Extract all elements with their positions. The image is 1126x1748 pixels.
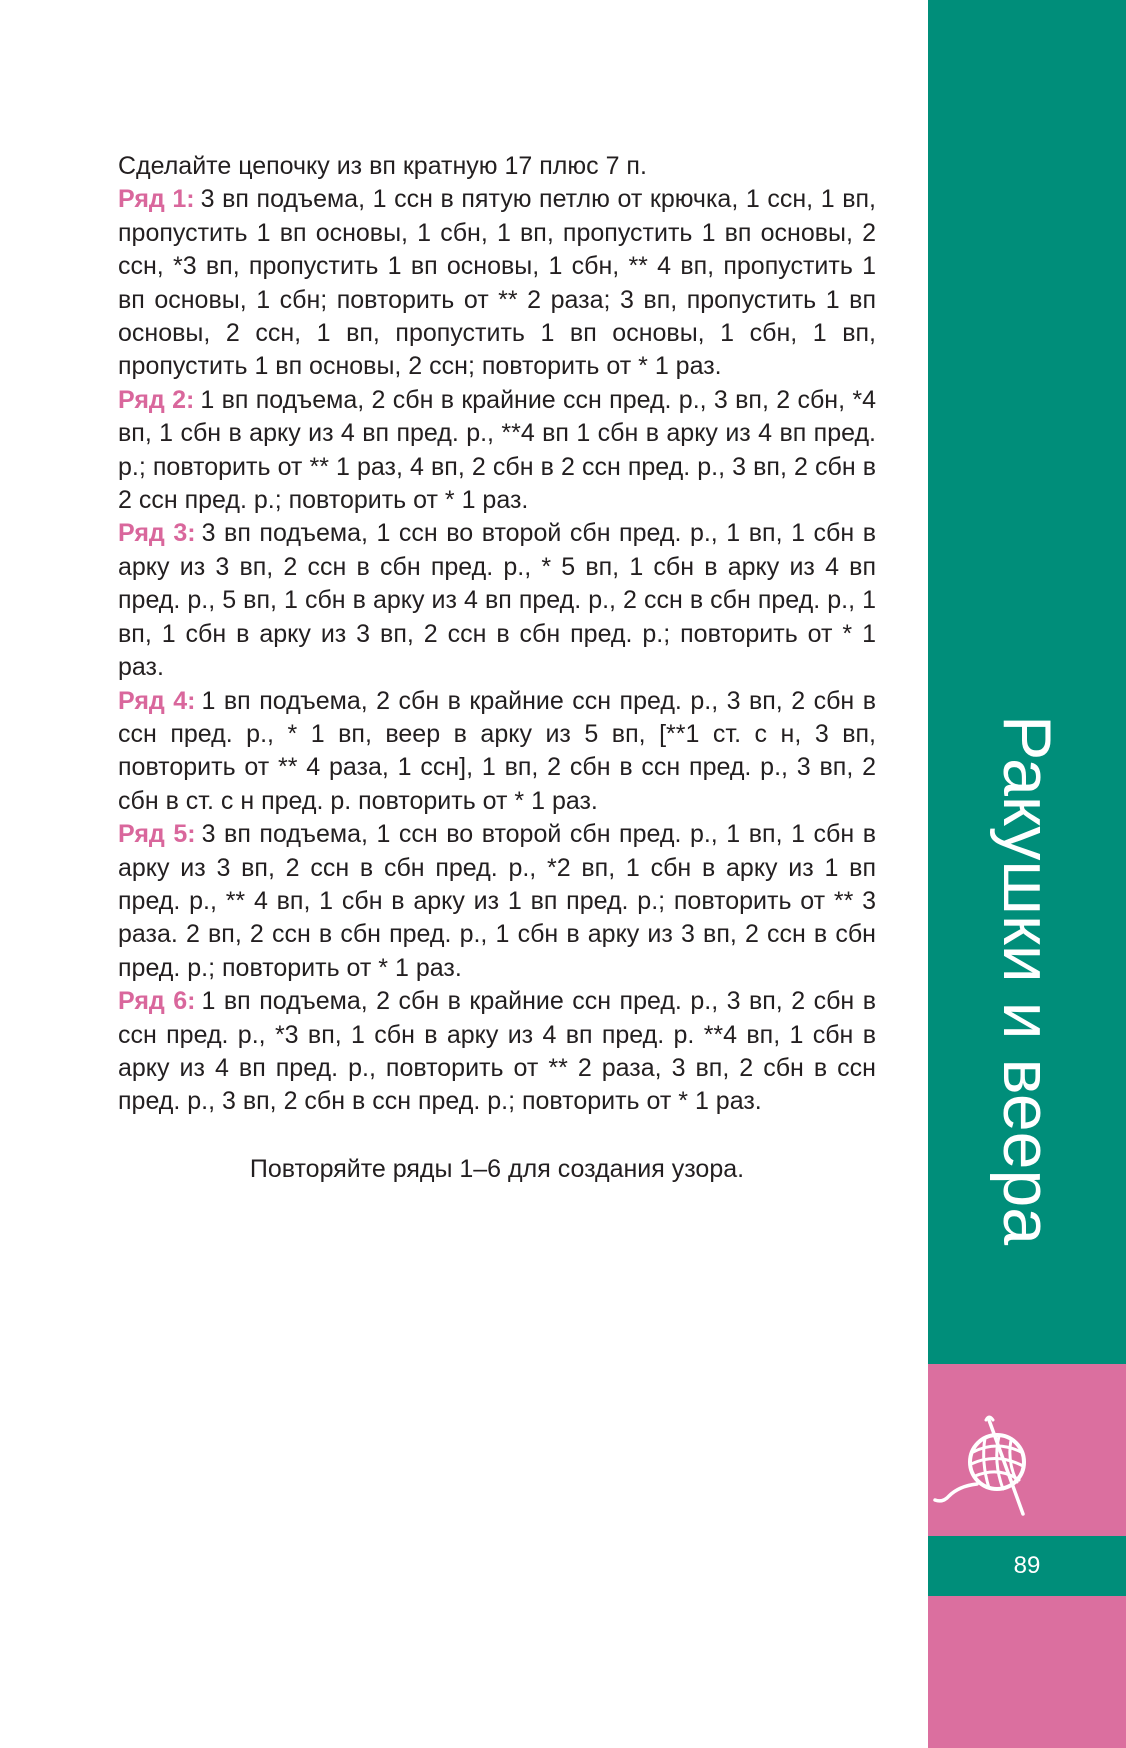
row-2	[118, 384, 876, 518]
row-text: 3 вп подъема, 1 ссн в пятую петлю от крючка, 1 ссн, 1 вп, пропустить 1 вп основы, 1 сбн, 1 вп, пропустить 1 вп основы, 2 ссн, *3 вп, пропустить 1 вп основы, 1 сбн, ** 4 вп, пропустить 1 вп основы, 1 сбн; повторить от ** 2 раза; 3 вп, пропустить 1 вп основы, 2 ссн, 1 вп, пропустить 1 вп основы, 1 сбн, 1 вп, пропустить 1 вп основы, 2 ссн; повторить от * 1 раз.	[118, 185, 876, 381]
sidebar-pink-bottom-band	[928, 1596, 1126, 1748]
row-1	[118, 183, 876, 383]
row-text: 1 вп подъема, 2 сбн в крайние ссн пред. р., 3 вп, 2 сбн в ссн пред. р., *3 вп, 1 сбн в арку из 4 вп пред. р. **4 вп, 1 сбн в арку из 4 вп пред. р., повторить от ** 2 раза, 3 вп, 2 сбн в ссн пред. р., 3 вп, 2 сбн в ссн пред. р.; повторить от * 1 раз.	[118, 987, 876, 1116]
row-label: Ряд 1:	[118, 185, 195, 214]
section-title: Ракушки и веера	[989, 715, 1065, 1246]
row-3	[118, 517, 876, 684]
row-label: Ряд 2:	[118, 385, 195, 414]
row-4	[118, 685, 876, 819]
page-number: 89	[1013, 1552, 1041, 1579]
row-text: 1 вп подъема, 2 сбн в крайние ссн пред. р., 3 вп, 2 сбн, *4 вп, 1 сбн в арку из 4 вп пред. р., **4 вп 1 сбн в арку из 4 вп пред. р.; повторить от ** 1 раз, 4 вп, 2 сбн в 2 ссн пред. р., 3 вп, 2 сбн в 2 ссн пред. р.; повторить от * 1 раз.	[118, 385, 876, 515]
chapter-sidebar	[928, 0, 1126, 1748]
row-text: 3 вп подъема, 1 ссн во второй сбн пред. р., 1 вп, 1 сбн в арку из 3 вп, 2 ссн в сбн пред. р., *2 вп, 1 сбн в арку из 1 вп пред. р., ** 4 вп, 1 сбн в арку из 1 вп пред. р.; повторить от ** 3 раза. 2 вп, 2 ссн в сбн пред. р., 1 сбн в арку из 3 вп, 2 ссн в сбн пред. р.; повторить от * 1 раз.	[118, 820, 876, 982]
row-text: 3 вп подъема, 1 ссн во второй сбн пред. р., 1 вп, 1 сбн в арку из 3 вп, 2 ссн в сбн пред. р., * 5 вп, 1 сбн в арку из 4 вп пред. р., 5 вп, 1 сбн в арку из 4 вп пред. р., 2 ссн в сбн пред. р., 1 вп, 1 сбн в арку из 3 вп, 2 ссн в сбн пред. р.; повторить от * 1 раз.	[118, 519, 876, 682]
row-label: Ряд 4:	[118, 686, 196, 715]
instructions-text	[118, 150, 876, 1119]
row-text: 1 вп подъема, 2 сбн в крайние ссн пред. р., 3 вп, 2 сбн в ссн пред. р., * 1 вп, веер в арку из 5 вп, [**1 ст. с н, 3 вп, повторить от ** 4 раза, 1 ссн], 1 вп, 2 сбн в ссн пред. р., 3 вп, 2 сбн в ст. с н пред. р. повторить от * 1 раз.	[118, 686, 876, 815]
row-label: Ряд 3:	[118, 519, 196, 548]
row-label: Ряд 5:	[118, 820, 196, 849]
intro-line: Сделайте цепочку из вп кратную 17 плюс 7 п.	[118, 152, 647, 180]
repeat-note: Повторяйте ряды 1–6 для создания узора.	[249, 1155, 745, 1183]
row-5	[118, 818, 876, 985]
row-label: Ряд 6:	[118, 987, 196, 1016]
yarn-ball-crochet-hook-icon	[929, 1400, 1049, 1520]
row-6	[118, 985, 876, 1119]
